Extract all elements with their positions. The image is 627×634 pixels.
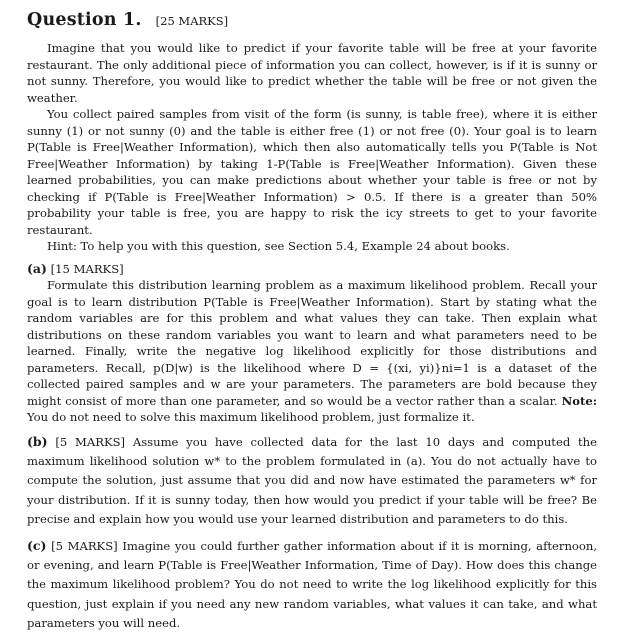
part-b-text: Assume you have collected data for the last 10 days and computed the maximum likelihood solution w* to the problem formulated in (a). You do not actually have to compute the solution, just assume that you did and now have estimated the parameters w* for your distribution. If it is sunny today, then how would you predict if your table will be free? Be precise and explain how you would use your learned distribution and parameters to do this. [27,434,597,527]
part-c [27,536,597,634]
intro-paragraph-1: Imagine that you would like to predict if your favorite table will be free at your favorite restaurant. The only additional piece of information you can collect, however, is if it is sunny or not sunny. Therefore, you would like to predict whether the table will be free or not given the weather. [27,41,597,105]
part-b-paragraph [27,432,597,530]
part-b-letter: (b) [27,433,48,449]
intro-paragraph-2: You collect paired samples from visit of the form (is sunny, is table free), where it is either sunny (1) or not sunny (0) and the table is either free (1) or not free (0). Your goal is to learn P(Table is Free|Weather Information), which then also automatically tells you P(Table is Not Free|Weather Information) by taking 1-P(Table is Free|Weather Information). Given these learned probabilities, you can make predictions about whether your table is free or not by checking if P(Table is Free|Weather Information) > 0.5. If there is a greater than 50% probability your table is free, you are happy to risk the icy streets to get to your favorite restaurant. [27,107,597,237]
part-a-body: Formulate this distribution learning problem as a maximum likelihood problem. Recall your goal is to learn distribution P(Table is Free|Weather Information). Start by stating what the random variables are for this problem and what values they can take. Then explain what distributions on these random variables you want to learn and what parameters need to be learned. Finally, write the negative log likelihood explicitly for those distributions and parameters. Recall, p(D|w) is the likelihood where D = {(xi, yi)}ni=1 is a dataset of the collected paired samples and w are your parameters. The parameters are bold because they might consist of more than one parameter, and so would be a vector rather than a scalar. [27,278,597,408]
part-a-marks: [15 MARKS] [50,261,124,276]
question-title: Question 1. [27,10,142,30]
part-c-marks: [5 MARKS] [51,538,118,553]
part-c-paragraph [27,536,597,634]
part-b [27,432,597,530]
intro-hint: Hint: To help you with this question, see Section 5.4, Example 24 about books. [47,239,510,253]
part-a-text [27,277,597,426]
question-marks: [25 MARKS] [155,14,229,28]
part-c-text: Imagine you could further gather information about if it is morning, afternoon, or evening, and learn P(Table is Free|Weather Information, Time of Day). How does this change the maximum likelihood problem? You do not need to write the log likelihood explicitly for this question, just explain if you need any new random variables, what values it can take, and what parameters you will need. [27,538,598,631]
part-c-letter: (c) [27,537,47,553]
part-a-note-text: You do not need to solve this maximum likelihood problem, just formalize it. [27,410,475,424]
part-a-header [27,261,597,278]
part-a-note-label: Note: [561,393,597,408]
question-header [27,10,597,30]
part-b-marks: [5 MARKS] [55,434,126,449]
part-a-letter: (a) [27,260,47,276]
